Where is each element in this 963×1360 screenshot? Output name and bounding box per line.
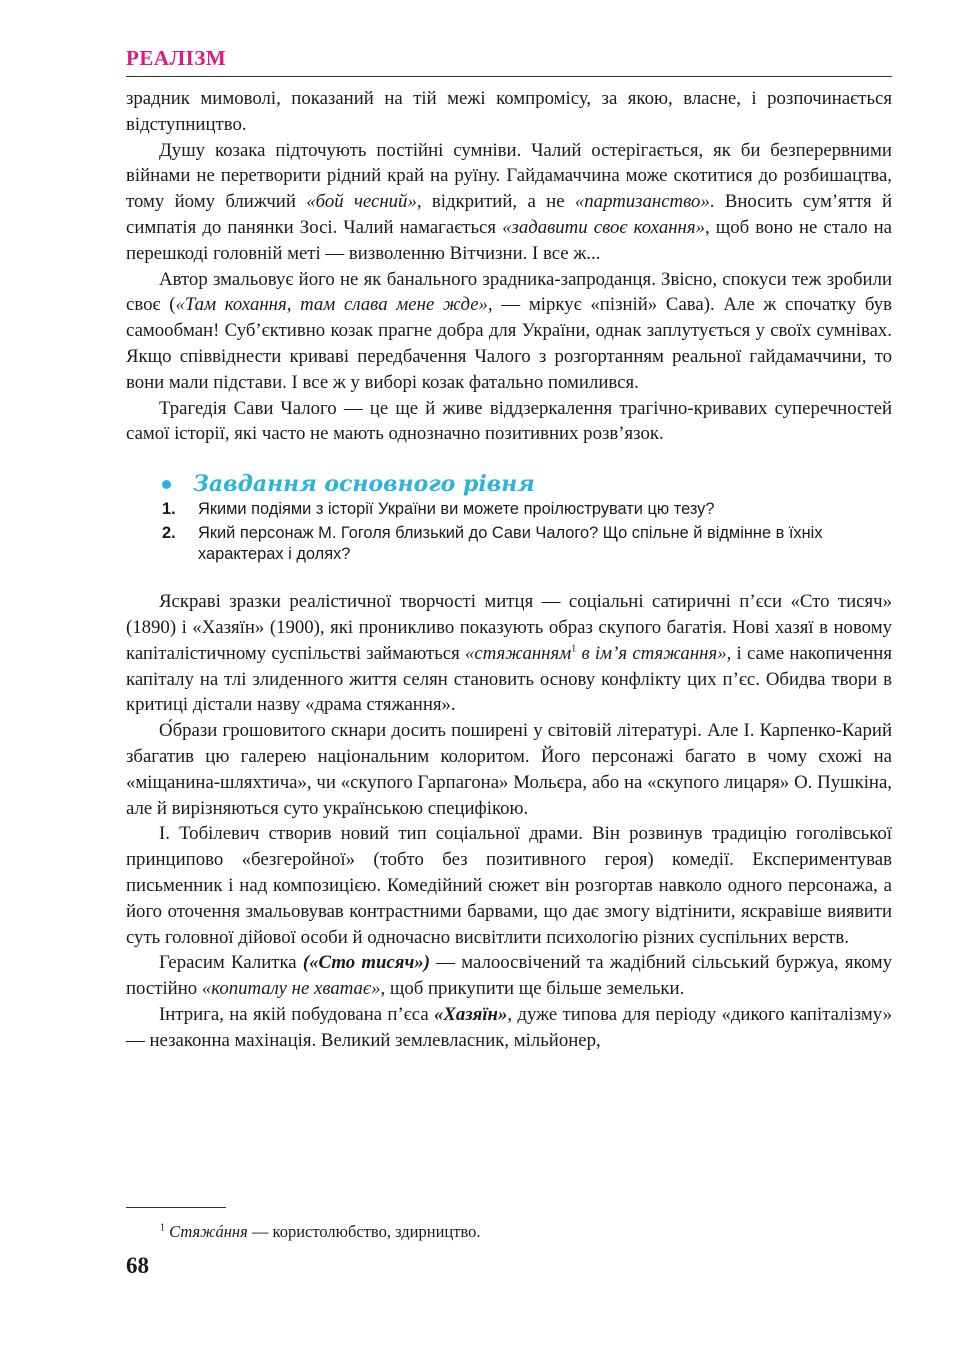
footnote-divider (126, 1207, 226, 1208)
paragraph-7: І. Тобілевич створив новий тип соціальної драми. Він розвинув традицію гоголівської принципово «безгеройної» (тобто без позитивного героя) комедії. Експериментував письменник і над композицією. Комедійний сюжет він розгортав навколо одного персонажа, а його оточення змальовував контрастними барвами, що дає змогу відтінити, яскравіше виявити суть головної дійової особи й одночасно висвітлити психологію різних суспільних верств. (126, 823, 892, 948)
text-run: , щоб воно не стало на перешкоді головній меті — визволенню Вітчизни. І все ж... (126, 216, 893, 264)
tasks-title-row (126, 471, 892, 497)
quote-italic: «Там кохання, там слава мене жде», (175, 294, 493, 316)
task-number: 1. (162, 500, 176, 519)
section-title: РЕАЛІЗМ (126, 46, 227, 70)
paragraph-1: зрадник мимоволі, показаний на тій межі компромісу, за якою, власне, і розпочинається відступництво. (126, 88, 892, 135)
quote-italic: «задавити своє кохання» (502, 216, 705, 238)
text-run: , відкритий, а не (416, 191, 575, 213)
quote-italic: «бой чесний» (306, 191, 417, 213)
task-item (126, 499, 892, 520)
footnote-term: Стяжáння (169, 1222, 248, 1241)
paragraph-5 (126, 589, 892, 718)
bullet-icon (162, 480, 171, 489)
title-bold-italic: «Хазяїн» (434, 1003, 508, 1025)
text-run: Інтрига, на якій побудована п’єса (159, 1003, 435, 1025)
text-run: Герасим Калитка (159, 952, 303, 974)
task-number: 2. (162, 524, 176, 543)
quote-italic: «партизанство» (574, 191, 710, 213)
task-text: Який персонаж М. Гоголя близький до Сави Чалого? Що спільне й відмінне в їхніх характерах і долях? (198, 524, 823, 564)
text-run: Автор змальовує його не як банального зрадника-запроданця. Звісно, спокуси теж зробили своє ( (126, 268, 892, 316)
text-run: Душу козака підточують постійні сумніви. Чалий остерігається, як би безперервними війнами не перетворити рідний край на руїну. Гайдамаччина може скотитися до розбишацтва, тому йому ближчий (126, 139, 892, 213)
quote-italic: «копиталу не хватає» (201, 978, 381, 1000)
paragraph-6: О́брази грошовитого скнари досить поширені у світовій літературі. Але І. Карпенко-Карий збагатив цю галерею національним колоритом. Його персонажі багато в чому схожі на «міщанина-шляхтича», чи «скупого Гарпагона» Мольєра, або на «скупого лицаря» О. Пушкіна, але й вирізняються суто українською специфікою. (126, 720, 892, 819)
text-run: , щоб прикупити ще більше земельки. (380, 978, 685, 1000)
tasks-block (126, 471, 892, 565)
text-run: — малоосвічений та жадібний сільський буржуа, якому постійно (126, 952, 892, 1000)
task-item (126, 523, 892, 565)
footnote-ref: 1 (571, 643, 577, 655)
footnote-mark: 1 (160, 1222, 165, 1234)
paragraph-9 (126, 1002, 892, 1054)
title-bold-italic: («Сто тисяч») (302, 952, 430, 974)
text-run: , дуже типова для періоду «дикого капіталізму» — незаконна махінація. Великий землевласник, мільйонер, (126, 1003, 892, 1051)
paragraph-8 (126, 950, 892, 1002)
tasks-title: Завдання основного рівня (193, 471, 535, 498)
paragraph-3 (126, 267, 892, 396)
footnote (160, 1222, 481, 1242)
text-run: . Вносить сум’яття й симпатія до панянки Зосі. Чалий намагається (126, 191, 892, 238)
tasks-list (126, 499, 892, 565)
paragraph-2 (126, 138, 892, 267)
text-run: Яскраві зразки реалістичної творчості митця — соціальні сатиричні п’єси «Сто тисяч» (1890) і «Хазяїн» (1900), які проникливо показують образ скупого багатія. Нові хазяї в новому капіталістичному суспільстві займаються (126, 591, 892, 664)
page-header (126, 46, 892, 77)
text-run: — міркує «пізній» Сава). Але ж спочатку був самообман! Суб’єктивно козак прагне добра для України, однак заплутується у своїх сумнівах. Якщо співвіднести криваві передбачення Чалого з розгортанням реальної гайдамаччини, то вони мали підстави. І все ж у виборі козак фатально помилився. (126, 294, 892, 393)
paragraph-4: Трагедія Сави Чалого — це ще й живе віддзеркалення трагічно-кривавих суперечностей самої історії, які часто не мають однозначно позитивних розв’язок. (126, 397, 892, 445)
quote-italic: «стяжанням (465, 642, 572, 664)
task-text: Якими подіями з історії України ви можете проілюструвати цю тезу? (198, 500, 715, 519)
text-run: , і саме накопичення капіталу на тлі злиденного життя селян становить основу конфлікту цих п’єс. Обидва твори в критиці дістали назву «драма стяжання». (126, 642, 892, 716)
quote-italic: в ім’я стяжання» (576, 642, 727, 664)
footnote-definition: — користолюбство, здирництво. (247, 1222, 481, 1241)
page-number: 68 (126, 1253, 149, 1278)
main-content (126, 86, 892, 1054)
